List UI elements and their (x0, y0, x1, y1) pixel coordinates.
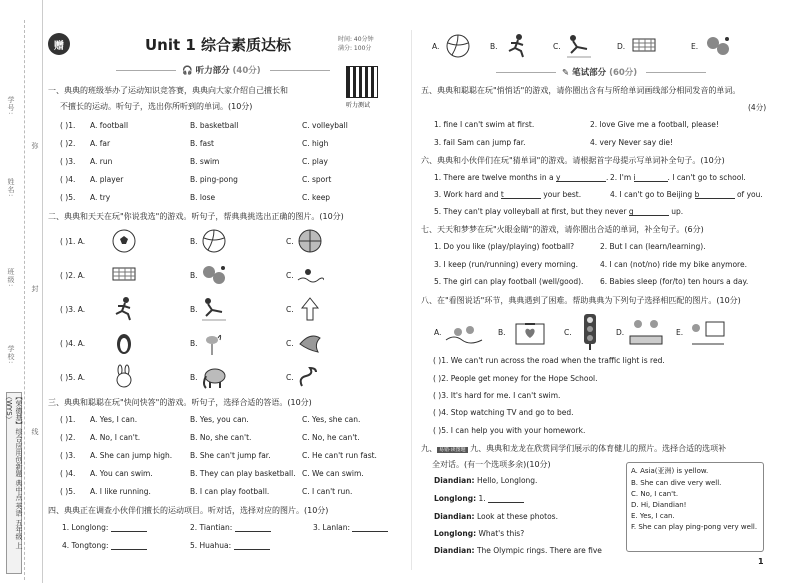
headphone-icon: 🎧 (182, 66, 193, 76)
q2-stem: 二、典典和天天在玩"你说我选"的游戏。听句子，帮典典挑选出正确的图片。(10分) (48, 212, 344, 221)
ping-pong-icon (704, 33, 732, 59)
options-box (626, 462, 764, 552)
q4-stem: 四、典典正在调查小伙伴们擅长的运动项目。听对话，选择对应的图片。(10分) (48, 506, 329, 515)
q5-item[interactable]: 3. fail Sam can jump far. (434, 138, 526, 147)
q1-option-a: A. football (90, 121, 129, 130)
jumper-icon (565, 33, 593, 59)
traffic-light-icon (576, 312, 604, 352)
q3-option-b: B. They can play basketball. (190, 469, 296, 478)
q3-option-a: A. Yes, I can. (90, 415, 138, 424)
option-item: A. Asia(亚洲) is yellow. (631, 467, 709, 475)
option-item: F. She can play ping-pong very well. (631, 523, 758, 531)
listening-section-header (110, 64, 336, 76)
q3-option-b: B. She can't jump far. (190, 451, 271, 460)
q1-option-c: C. volleyball (302, 121, 348, 130)
exam-meta (338, 35, 374, 53)
page-number: 1 (758, 557, 764, 566)
q6-text: . I can't go to school. (667, 173, 746, 182)
answer-blank[interactable] (111, 541, 147, 550)
dialogue-line (434, 529, 524, 538)
q3-option-b: B. I can play football. (190, 487, 270, 496)
q2-option-b: B. (190, 271, 198, 280)
q4-item-label: 4. Tongtong: (62, 541, 109, 550)
q1-item-number[interactable]: ( )1. (60, 121, 76, 130)
runner-icon (503, 33, 531, 59)
school-label: 学校: (7, 345, 15, 365)
volleyball-icon (200, 228, 228, 254)
cut-line (24, 20, 25, 580)
q8-item[interactable]: ( )1. We can't run across the road when the traffic light is red. (433, 356, 665, 365)
speaker: Diandian: (434, 476, 475, 485)
option-item: B. She can dive very well. (631, 479, 722, 487)
answer-blank[interactable] (695, 190, 735, 199)
q2-option-b: B. (190, 339, 198, 348)
q4-item (62, 541, 147, 550)
bird-icon (296, 330, 324, 356)
snake-icon (296, 364, 324, 390)
seal-mark: 弥 (31, 142, 39, 150)
utterance: Hello, Longlong. (476, 476, 538, 485)
q4-item-label: 3. Lanlan: (313, 523, 351, 532)
hint-letter: y (555, 173, 561, 182)
pic-label: B. (490, 42, 498, 51)
pic-label: E. (691, 42, 699, 51)
donation-box-icon (510, 316, 550, 348)
q6-text: 4. I can't go to Beijing (610, 190, 693, 199)
q6-text: 5. They can't play volleyball at first, but they never (434, 207, 627, 216)
q8-item[interactable]: ( )5. I can help you with your homework. (433, 426, 586, 435)
q1-item-number[interactable]: ( )5. (60, 193, 76, 202)
q4-item (313, 523, 388, 532)
volleyball-icon (444, 33, 472, 59)
answer-blank[interactable] (629, 207, 669, 216)
arrow-up-icon (296, 296, 324, 322)
q3-option-c: C. I can't run. (302, 487, 353, 496)
hint-letter: i (633, 173, 636, 182)
pic-label: D. (617, 42, 626, 51)
q5-item[interactable]: 1. fine I can't swim at first. (434, 120, 535, 129)
q2-row-label[interactable]: ( )5. A. (60, 373, 86, 382)
q3-item-number[interactable]: ( )5. (60, 487, 76, 496)
elephant-icon (200, 364, 228, 390)
q1-option-a: A. player (90, 175, 124, 184)
q8-item[interactable]: ( )4. Stop watching TV and go to bed. (433, 408, 574, 417)
q1-option-b: B. swim (190, 157, 220, 166)
q2-option-c: C. (286, 271, 294, 280)
q3-stem: 三、典典和聪聪在玩"快问快答"的游戏。听句子，选择合适的答语。(10分) (48, 398, 312, 407)
q6-text: your best. (543, 190, 582, 199)
q7-item[interactable]: 5. The girl can play football (well/good). (434, 277, 584, 286)
speaker: Longlong: (434, 529, 477, 538)
q2-option-b: B. (190, 237, 198, 246)
utterance: What's this? (478, 529, 525, 538)
listening-title: 听力部分 (195, 66, 230, 76)
q7-item[interactable]: 6. Babies sleep (for/to) ten hours a day. (600, 277, 749, 286)
utterance: The Olympic rings. There are five (476, 546, 602, 555)
line-mark: 线 (31, 428, 39, 436)
q9-prefix: 九、 (421, 444, 437, 453)
q3-option-c: C. He can't run fast. (302, 451, 377, 460)
qr-label: 听力测试 (346, 102, 371, 109)
q4-item (62, 523, 147, 532)
pencil-icon: ✎ (562, 68, 570, 78)
q7-stem: 七、天天和梦梦在玩"火眼金睛"的游戏，请你圈出合适的单词，补全句子。(6分) (421, 225, 704, 234)
q4-item (190, 523, 271, 532)
speaker: Diandian: (434, 512, 475, 521)
q5-item[interactable]: 4. very Never say die! (590, 138, 674, 147)
q7-item[interactable]: 1. Do you like (play/playing) football? (434, 242, 575, 251)
answer-blank[interactable] (501, 190, 541, 199)
ping-pong-icon (200, 262, 228, 288)
q1-item-number[interactable]: ( )3. (60, 157, 76, 166)
q1-item-number[interactable]: ( )4. (60, 175, 76, 184)
q5-stem: 五、典典和聪聪在玩"悄悄话"的游戏，请你圈出含有与所给单词画线部分相同发音的单词。 (421, 86, 741, 95)
q3-item-number[interactable]: ( )2. (60, 433, 76, 442)
writing-score: (60分) (609, 68, 638, 78)
q1-option-a: A. try (90, 193, 111, 202)
pic-label: B. (498, 328, 506, 337)
rabbit-icon (110, 364, 138, 390)
option-item: C. No, I can't. (631, 490, 679, 498)
q4-item-label: 2. Tiantian: (190, 523, 233, 532)
penguin-icon (110, 330, 138, 356)
student-number-label: 学号: (7, 96, 15, 116)
q3-option-c: C. We can swim. (302, 469, 364, 478)
binding-strip (0, 0, 43, 583)
q2-option-c: C. (286, 339, 294, 348)
tv-watching-icon (688, 316, 728, 348)
q9-tag: 易错·读图题 (439, 447, 466, 453)
q7-item[interactable]: 4. I can (not/no) ride my bike anymore. (600, 260, 747, 269)
pic-label: D. (616, 328, 625, 337)
q6-item (610, 190, 763, 199)
basketball-icon (296, 228, 324, 254)
q2-row-label[interactable]: ( )1. A. (60, 237, 86, 246)
q6-text: 2. I'm (610, 173, 632, 182)
option-item: E. Yes, I can. (631, 512, 675, 520)
flamingo-icon (200, 330, 228, 356)
q1-option-b: B. basketball (190, 121, 239, 130)
q6-stem: 六、典典和小伙伴们在玩"猜单词"的游戏。请根据首字母提示写单词补全句子。(10分) (421, 156, 725, 165)
q7-item[interactable]: 2. But I can (learn/learning). (600, 242, 706, 251)
answer-blank[interactable] (111, 523, 147, 532)
name-label: 姓名: (7, 178, 15, 198)
dialogue-line (434, 476, 537, 485)
class-label: 班级: (7, 268, 15, 288)
q7-item[interactable]: 3. I keep (run/running) every morning. (434, 260, 579, 269)
q3-option-c: C. Yes, she can. (302, 415, 361, 424)
hint-letter: g (628, 207, 634, 216)
q3-option-a: A. I like running. (90, 487, 151, 496)
gift-badge: 赠 (48, 33, 70, 55)
swimmer-icon (296, 262, 324, 288)
seal-mark: 封 (31, 285, 39, 293)
q6-text: 3. Work hard and (434, 190, 499, 199)
q1-option-a: A. far (90, 139, 111, 148)
q6-item (434, 207, 683, 216)
answer-blank[interactable] (234, 541, 270, 550)
answer-blank[interactable] (235, 523, 271, 532)
q4-item (190, 541, 270, 550)
answer-blank[interactable] (488, 494, 524, 503)
q1-option-b: B. lose (190, 193, 216, 202)
pic-label: C. (553, 42, 561, 51)
q3-item-number[interactable]: ( )4. (60, 469, 76, 478)
q1-option-c: C. sport (302, 175, 332, 184)
q2-option-c: C. (286, 305, 294, 314)
q3-item-number[interactable]: ( )3. (60, 451, 76, 460)
hint-letter: b (694, 190, 700, 199)
q3-item-number[interactable]: ( )1. (60, 415, 76, 424)
q3-option-a: A. No, I can't. (90, 433, 141, 442)
answer-blank[interactable] (555, 173, 609, 182)
speaker: Longlong: (434, 494, 477, 503)
utterance: 1. (478, 494, 486, 503)
qr-code-icon[interactable] (346, 66, 378, 98)
pic-label: A. (432, 42, 440, 51)
pic-label: A. (434, 328, 442, 337)
q6-item (434, 190, 581, 199)
football-icon (110, 228, 138, 254)
q1-stem-line1: 一、典典的班级举办了运动知识竞答赛，典典向大家介绍自己擅长和 (48, 86, 288, 95)
swimming-kids-icon (444, 316, 484, 348)
hint-letter: t (500, 190, 504, 199)
q6-text: 1. There are twelve months in a (434, 173, 554, 182)
q9-stem-line1 (421, 443, 726, 454)
q6-item (610, 173, 746, 182)
dialogue-line (434, 512, 558, 521)
q3-option-c: C. No, he can't. (302, 433, 360, 442)
dialogue-line (434, 546, 602, 555)
q1-option-c: C. high (302, 139, 329, 148)
utterance: Look at these photos. (476, 512, 558, 521)
q2-option-b: B. (190, 373, 198, 382)
q2-row-label[interactable]: ( )3. A. (60, 305, 86, 314)
q6-text: up. (671, 207, 684, 216)
score-info: 满分: 100分 (338, 45, 372, 52)
q1-option-b: B. ping-pong (190, 175, 238, 184)
q2-option-c: C. (286, 373, 294, 382)
q4-item-label: 5. Huahua: (190, 541, 232, 550)
q2-row-label[interactable]: ( )4. A. (60, 339, 86, 348)
q4-item-label: 1. Longlong: (62, 523, 109, 532)
answer-blank[interactable] (634, 173, 668, 182)
q5-score: (4分) (748, 103, 767, 112)
writing-section-header (490, 66, 712, 78)
q9-stem-line2: 全对话。(有一个选项多余)(10分) (432, 460, 551, 469)
q8-item[interactable]: ( )3. It's hard for me. I can't swim. (433, 391, 561, 400)
q2-row-label[interactable]: ( )2. A. (60, 271, 86, 280)
writing-title: 笔试部分 (572, 68, 607, 78)
q3-option-b: B. No, she can't. (190, 433, 252, 442)
q6-item (434, 173, 608, 182)
q8-item[interactable]: ( )2. People get money for the Hope School. (433, 374, 598, 383)
q1-option-c: C. keep (302, 193, 331, 202)
jumper-icon (200, 296, 228, 322)
q3-option-b: B. Yes, you can. (190, 415, 249, 424)
runner-icon (110, 296, 138, 322)
q6-text: . (605, 173, 609, 182)
pic-label: E. (676, 328, 684, 337)
q8-stem: 八、在"看图说话"环节，典典遇到了困难。帮助典典为下列句子选择相匹配的图片。(10分) (421, 296, 741, 305)
net-icon (630, 33, 658, 59)
homework-help-icon (626, 316, 666, 348)
option-item: D. Hi, Diandian! (631, 501, 687, 509)
page-title: Unit 1 综合素质达标 (145, 36, 292, 54)
q5-item[interactable]: 2. love Give me a football, please! (590, 120, 719, 129)
q6-text: of you. (736, 190, 763, 199)
q3-option-a: A. She can jump high. (90, 451, 173, 460)
net-icon (110, 262, 138, 288)
speaker: Diandian: (434, 546, 475, 555)
time-info: 时间: 40分钟 (338, 36, 374, 43)
dialogue-line (434, 494, 524, 503)
listening-score: (40分) (232, 66, 261, 76)
q1-option-c: C. play (302, 157, 328, 166)
q9-stem-text: 九、典典和龙龙在欣赏同学们展示的体育健儿的照片。选择合适的选项补 (470, 444, 727, 453)
q1-option-a: A. run (90, 157, 113, 166)
brand-strip: 【荣德基】综合应用创新题 典中点 英语 五年级 上（WYS） (6, 392, 22, 574)
answer-blank[interactable] (352, 523, 388, 532)
q1-item-number[interactable]: ( )2. (60, 139, 76, 148)
column-divider (411, 30, 412, 570)
q1-option-b: B. fast (190, 139, 214, 148)
q2-option-c: C. (286, 237, 294, 246)
q1-stem-line2: 不擅长的运动。听句子，选出你所听到的单词。(10分) (60, 102, 253, 111)
q3-option-a: A. You can swim. (90, 469, 153, 478)
q2-option-b: B. (190, 305, 198, 314)
pic-label: C. (564, 328, 572, 337)
